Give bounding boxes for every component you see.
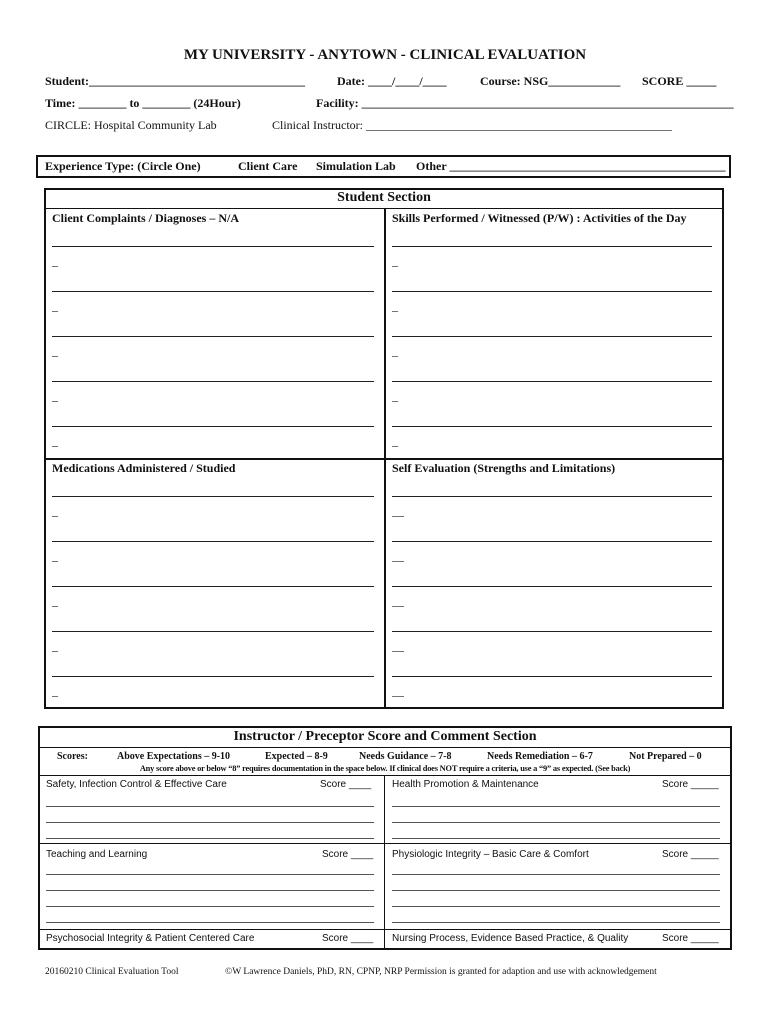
instructor-title-divider xyxy=(38,747,732,748)
medications-dash: – xyxy=(52,598,58,612)
time-field[interactable]: Time: ________ to ________ (24Hour) xyxy=(45,96,241,110)
student-section-title: Student Section xyxy=(337,190,431,205)
medications-header: Medications Administered / Studied xyxy=(52,461,236,475)
score-remediation: Needs Remediation – 6-7 xyxy=(487,751,593,762)
safety-comment-line[interactable] xyxy=(46,838,374,839)
safety-score[interactable]: Score ____ xyxy=(320,779,372,790)
complaints-line[interactable] xyxy=(52,291,374,292)
complaints-line[interactable] xyxy=(52,336,374,337)
complaints-line[interactable] xyxy=(52,426,374,427)
physiologic-comment-line[interactable] xyxy=(392,922,720,923)
score-note: Any score above or below “8” requires documentation in the space below. If clinical does NOT require a criteria, use a “9” as expected. (See back) xyxy=(139,764,631,773)
medications-dash: – xyxy=(52,688,58,702)
self-eval-line[interactable] xyxy=(392,631,712,632)
score-above: Above Expectations – 9-10 xyxy=(117,751,231,762)
skills-header: Skills Performed / Witnessed (P/W) : Activities of the Day xyxy=(392,211,687,225)
skills-line[interactable] xyxy=(392,336,712,337)
medications-line[interactable] xyxy=(52,676,374,677)
nursing-process-label: Nursing Process, Evidence Based Practice, & Quality xyxy=(392,933,629,944)
health-label: Health Promotion & Maintenance xyxy=(392,779,539,790)
date-field[interactable]: Date: ____/____/____ xyxy=(337,74,447,88)
other-option[interactable]: Other ______________________________________________ xyxy=(416,159,726,173)
complaints-dash: – xyxy=(52,438,58,452)
self-eval-line[interactable] xyxy=(392,541,712,542)
medications-line[interactable] xyxy=(52,586,374,587)
self-eval-line[interactable] xyxy=(392,496,712,497)
self-eval-dash: — xyxy=(392,508,404,522)
client-care-option[interactable]: Client Care xyxy=(238,159,298,173)
teaching-score[interactable]: Score ____ xyxy=(322,849,374,860)
teaching-label: Teaching and Learning xyxy=(46,849,148,860)
note-divider xyxy=(38,775,732,776)
complaints-header: Client Complaints / Diagnoses – N/A xyxy=(52,211,240,225)
self-eval-dash: — xyxy=(392,688,404,702)
physiologic-comment-line[interactable] xyxy=(392,874,720,875)
teaching-comment-line[interactable] xyxy=(46,890,374,891)
complaints-dash: – xyxy=(52,393,58,407)
medications-line[interactable] xyxy=(52,631,374,632)
skills-dash: – xyxy=(392,258,398,272)
self-eval-dash: — xyxy=(392,643,404,657)
experience-label: Experience Type: (Circle One) xyxy=(45,159,201,173)
score-expected: Expected – 8-9 xyxy=(265,751,328,762)
safety-comment-line[interactable] xyxy=(46,822,374,823)
self-eval-dash: — xyxy=(392,553,404,567)
medications-line[interactable] xyxy=(52,541,374,542)
instructor-row-divider-2 xyxy=(38,929,732,930)
safety-label: Safety, Infection Control & Effective Care xyxy=(46,779,227,790)
instructor-section-title: Instructor / Preceptor Score and Comment Section xyxy=(233,729,537,744)
page-title: MY UNIVERSITY - ANYTOWN - CLINICAL EVALUATION xyxy=(183,47,587,63)
health-comment-line[interactable] xyxy=(392,806,720,807)
physiologic-label: Physiologic Integrity – Basic Care & Comfort xyxy=(392,849,589,860)
instructor-row-divider-1 xyxy=(38,843,732,844)
skills-dash: – xyxy=(392,438,398,452)
self-eval-dash: — xyxy=(392,598,404,612)
student-row-divider xyxy=(44,458,724,460)
simulation-lab-option[interactable]: Simulation Lab xyxy=(316,159,396,173)
skills-line[interactable] xyxy=(392,291,712,292)
self-eval-line[interactable] xyxy=(392,586,712,587)
complaints-dash: – xyxy=(52,303,58,317)
skills-dash: – xyxy=(392,393,398,407)
score-not-prepared: Not Prepared – 0 xyxy=(629,751,702,762)
teaching-comment-line[interactable] xyxy=(46,922,374,923)
medications-dash: – xyxy=(52,643,58,657)
skills-dash: – xyxy=(392,348,398,362)
circle-setting[interactable]: CIRCLE: Hospital Community Lab xyxy=(45,118,217,132)
skills-line[interactable] xyxy=(392,426,712,427)
health-score[interactable]: Score _____ xyxy=(662,779,719,790)
course-field[interactable]: Course: NSG____________ xyxy=(480,74,621,88)
footer-copyright: ©W Lawrence Daniels, PhD, RN, CPNP, NRP Permission is granted for adaption and use with acknowledgement xyxy=(225,967,657,977)
clinical-instructor-field[interactable]: Clinical Instructor: ___________________________________________________ xyxy=(272,118,672,132)
safety-comment-line[interactable] xyxy=(46,806,374,807)
self-eval-line[interactable] xyxy=(392,676,712,677)
skills-dash: – xyxy=(392,303,398,317)
scores-label: Scores: xyxy=(57,751,88,762)
physiologic-comment-line[interactable] xyxy=(392,906,720,907)
nursing-process-score[interactable]: Score _____ xyxy=(662,933,719,944)
health-comment-line[interactable] xyxy=(392,838,720,839)
skills-line[interactable] xyxy=(392,246,712,247)
score-guidance: Needs Guidance – 7-8 xyxy=(359,751,452,762)
skills-line[interactable] xyxy=(392,381,712,382)
teaching-comment-line[interactable] xyxy=(46,874,374,875)
psychosocial-score[interactable]: Score ____ xyxy=(322,933,374,944)
score-field[interactable]: SCORE _____ xyxy=(642,74,717,88)
medications-dash: – xyxy=(52,553,58,567)
self-evaluation-header: Self Evaluation (Strengths and Limitations) xyxy=(392,461,616,475)
teaching-comment-line[interactable] xyxy=(46,906,374,907)
medications-dash: – xyxy=(52,508,58,522)
instructor-column-divider xyxy=(384,775,385,950)
facility-field[interactable]: Facility: ______________________________________________________________ xyxy=(316,96,734,110)
medications-line[interactable] xyxy=(52,496,374,497)
physiologic-comment-line[interactable] xyxy=(392,890,720,891)
complaints-dash: – xyxy=(52,258,58,272)
footer-code: 20160210 Clinical Evaluation Tool xyxy=(45,967,179,977)
student-field[interactable]: Student:____________________________________ xyxy=(45,74,306,88)
psychosocial-label: Psychosocial Integrity & Patient Centered Care xyxy=(46,933,255,944)
complaints-dash: – xyxy=(52,348,58,362)
health-comment-line[interactable] xyxy=(392,822,720,823)
physiologic-score[interactable]: Score _____ xyxy=(662,849,719,860)
complaints-line[interactable] xyxy=(52,381,374,382)
complaints-line[interactable] xyxy=(52,246,374,247)
